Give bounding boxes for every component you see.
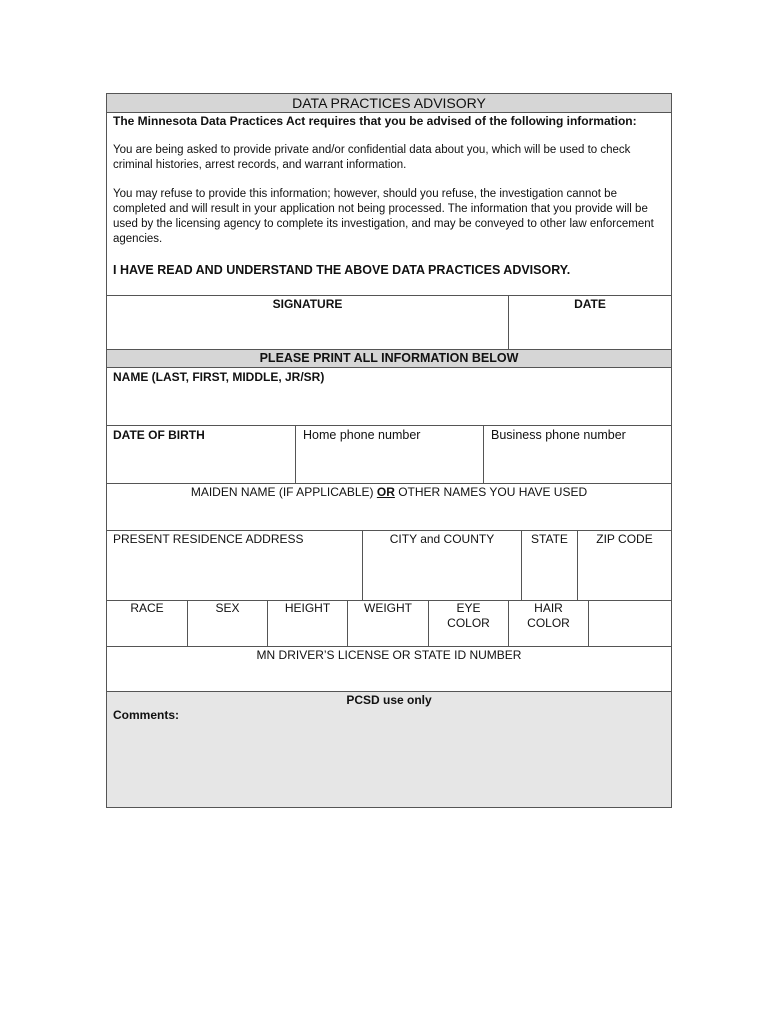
- name-label: NAME (LAST, FIRST, MIDDLE, JR/SR): [113, 370, 325, 384]
- weight-label: WEIGHT: [364, 601, 412, 615]
- comments-label: Comments:: [113, 708, 180, 722]
- zip-code-label: ZIP CODE: [596, 532, 653, 546]
- data-practices-form: [106, 93, 672, 808]
- intro-text: The Minnesota Data Practices Act requires that you be advised of the following information:: [113, 114, 637, 128]
- business-phone-label: Business phone number: [491, 428, 626, 442]
- acknowledge-text: I HAVE READ AND UNDERSTAND THE ABOVE DATA PRACTICES ADVISORY.: [113, 263, 571, 277]
- advisory-paragraph-1: You are being asked to provide private and/or confidential data about you, which will be used to check criminal histories, arrest records, and warrant information.: [113, 144, 631, 171]
- home-phone-label: Home phone number: [303, 428, 421, 442]
- pcsd-section: [107, 692, 671, 807]
- race-label: RACE: [130, 601, 164, 615]
- sex-label: SEX: [215, 601, 240, 615]
- eye-color-label-line2: COLOR: [447, 616, 490, 630]
- hair-color-label-line1: HAIR: [534, 601, 563, 615]
- license-label: MN DRIVER’S LICENSE OR STATE ID NUMBER: [256, 648, 522, 662]
- maiden-suffix: OTHER NAMES YOU HAVE USED: [394, 485, 588, 499]
- maiden-or: OR: [376, 485, 395, 499]
- dob-label: DATE OF BIRTH: [113, 428, 205, 442]
- form-title: DATA PRACTICES ADVISORY: [292, 95, 486, 111]
- address-label: PRESENT RESIDENCE ADDRESS: [113, 532, 304, 546]
- print-header: PLEASE PRINT ALL INFORMATION BELOW: [259, 351, 519, 365]
- pcsd-label: PCSD use only: [346, 693, 432, 707]
- extra-field[interactable]: [589, 601, 671, 646]
- eye-color-label-line1: EYE: [456, 601, 481, 615]
- date-label: DATE: [574, 297, 606, 311]
- hair-color-label-line2: COLOR: [527, 616, 570, 630]
- maiden-name-label: [107, 485, 671, 500]
- maiden-prefix: MAIDEN NAME (IF APPLICABLE): [190, 485, 377, 499]
- height-label: HEIGHT: [284, 601, 331, 615]
- state-label: STATE: [531, 532, 568, 546]
- signature-label: SIGNATURE: [272, 297, 343, 311]
- city-county-label: CITY and COUNTY: [389, 532, 495, 546]
- advisory-paragraph-2: You may refuse to provide this information; however, should you refuse, the investigation cannot be completed and will result in your application not being processed. The information that you provide will be used by the licensing agency to complete its investigation, and may be conveyed to other law enforcement agencies.: [113, 188, 654, 245]
- divider: [107, 112, 671, 113]
